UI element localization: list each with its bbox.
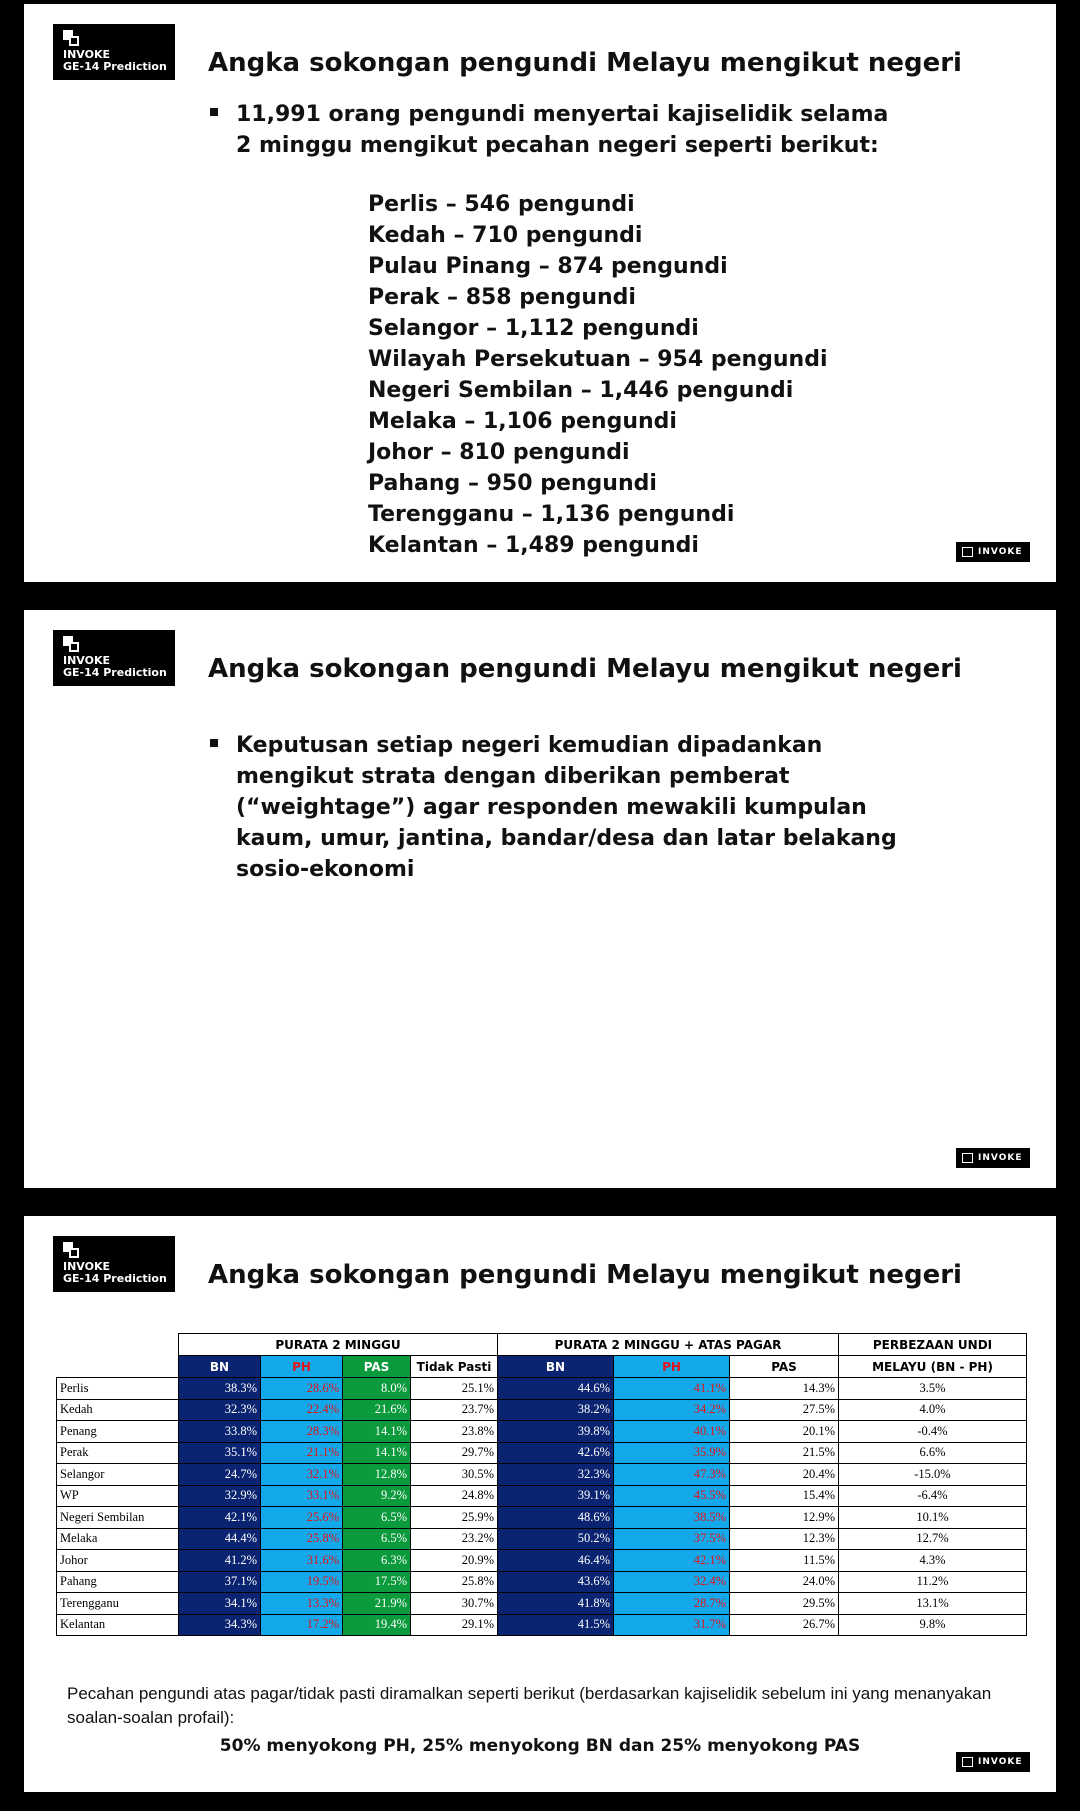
value-cell: -0.4% [839,1421,1027,1443]
state-name-cell: Perak [57,1442,179,1464]
value-cell: 40.1% [614,1421,730,1443]
table-row [57,1399,1027,1421]
value-cell: 26.7% [730,1614,839,1636]
bullet-icon [210,108,218,116]
value-cell: 20.9% [411,1550,498,1572]
badge-line-1: INVOKE [63,48,111,61]
state-name-cell: Pahang [57,1571,179,1593]
value-cell: 21.6% [343,1399,411,1421]
value-cell: 34.3% [179,1614,261,1636]
state-name-cell: Penang [57,1421,179,1443]
value-cell: 20.4% [730,1464,839,1486]
column-header: BN [498,1356,614,1378]
value-cell: 9.8% [839,1614,1027,1636]
badge-line-1: INVOKE [63,1260,111,1273]
value-cell: 24.8% [411,1485,498,1507]
value-cell: 6.6% [839,1442,1027,1464]
value-cell: 14.1% [343,1421,411,1443]
value-cell: 13.3% [261,1593,343,1615]
value-cell: 21.5% [730,1442,839,1464]
state-name-cell: WP [57,1485,179,1507]
value-cell: 41.1% [614,1378,730,1400]
value-cell: 50.2% [498,1528,614,1550]
support-table [56,1333,1027,1636]
value-cell: 42.1% [614,1550,730,1572]
list-item: Pahang – 950 pengundi [368,471,657,496]
group-header: PURATA 2 MINGGU [179,1334,498,1356]
slide-1 [24,4,1056,582]
value-cell: 30.7% [411,1593,498,1615]
value-cell: 46.4% [498,1550,614,1572]
value-cell: 13.1% [839,1593,1027,1615]
invoke-footer-logo [956,1148,1030,1168]
value-cell: 41.2% [179,1550,261,1572]
invoke-footer-icon [962,547,973,557]
column-header: PH [261,1356,343,1378]
badge-line-2: GE-14 Prediction [63,60,167,73]
value-cell: 44.6% [498,1378,614,1400]
value-cell: 14.3% [730,1378,839,1400]
value-cell: 30.5% [411,1464,498,1486]
value-cell: 39.8% [498,1421,614,1443]
value-cell: 32.3% [498,1464,614,1486]
value-cell: 41.8% [498,1593,614,1615]
list-item: Kedah – 710 pengundi [368,223,643,248]
value-cell: 23.8% [411,1421,498,1443]
value-cell: 23.7% [411,1399,498,1421]
table-row [57,1507,1027,1529]
value-cell: 15.4% [730,1485,839,1507]
badge-line-2: GE-14 Prediction [63,1272,167,1285]
invoke-logo-icon [63,636,79,652]
table-row [57,1550,1027,1572]
group-header: PERBEZAAN UNDI [839,1334,1027,1356]
value-cell: 25.8% [411,1571,498,1593]
list-item: Perak – 858 pengundi [368,285,636,310]
slide-title: Angka sokongan pengundi Melayu mengikut negeri [208,1260,962,1290]
invoke-logo-icon [63,30,79,46]
value-cell: 25.1% [411,1378,498,1400]
footer-label: INVOKE [978,547,1023,557]
state-name-cell: Kelantan [57,1614,179,1636]
invoke-footer-icon [962,1757,973,1767]
footnote: Pecahan pengundi atas pagar/tidak pasti diramalkan seperti berikut (berdasarkan kajiselidik sebelum ini yang menanyakan soalan-soalan profail): [67,1684,992,1727]
column-header: MELAYU (BN - PH) [839,1356,1027,1378]
value-cell: 25.6% [261,1507,343,1529]
value-cell: 38.5% [614,1507,730,1529]
value-cell: 22.4% [261,1399,343,1421]
table-row [57,1485,1027,1507]
bullet-text: Keputusan setiap negeri kemudian dipadankan mengikut strata dengan diberikan pemberat (“weightage”) agar responden mewakili kumpulan kaum, umur, jantina, bandar/desa dan latar belakang sosio-ekonomi [236,733,897,882]
column-header: PAS [343,1356,411,1378]
value-cell: 8.0% [343,1378,411,1400]
table-corner [57,1334,179,1356]
value-cell: -6.4% [839,1485,1027,1507]
slide-3 [24,1216,1056,1792]
invoke-footer-logo [956,542,1030,562]
value-cell: 19.4% [343,1614,411,1636]
value-cell: 17.2% [261,1614,343,1636]
value-cell: 47.3% [614,1464,730,1486]
column-header: PAS [730,1356,839,1378]
table-row [57,1421,1027,1443]
list-item: Johor – 810 pengundi [368,440,630,465]
slide-title: Angka sokongan pengundi Melayu mengikut negeri [208,48,962,78]
table-corner [57,1356,179,1378]
value-cell: 41.5% [498,1614,614,1636]
value-cell: 38.3% [179,1378,261,1400]
value-cell: 28.6% [261,1378,343,1400]
invoke-footer-logo [956,1752,1030,1772]
value-cell: 29.7% [411,1442,498,1464]
state-name-cell: Terengganu [57,1593,179,1615]
value-cell: 23.2% [411,1528,498,1550]
value-cell: 31.7% [614,1614,730,1636]
invoke-badge [53,630,175,686]
state-name-cell: Perlis [57,1378,179,1400]
value-cell: 34.1% [179,1593,261,1615]
bullet-point [210,99,910,161]
value-cell: 12.7% [839,1528,1027,1550]
value-cell: 3.5% [839,1378,1027,1400]
invoke-badge [53,1236,175,1292]
value-cell: 28.7% [614,1593,730,1615]
list-item: Selangor – 1,112 pengundi [368,316,699,341]
value-cell: 37.5% [614,1528,730,1550]
value-cell: -15.0% [839,1464,1027,1486]
slide-2 [24,610,1056,1188]
value-cell: 34.2% [614,1399,730,1421]
value-cell: 12.3% [730,1528,839,1550]
value-cell: 35.9% [614,1442,730,1464]
value-cell: 11.5% [730,1550,839,1572]
bullet-icon [210,739,218,747]
list-item: Melaka – 1,106 pengundi [368,409,677,434]
value-cell: 6.5% [343,1507,411,1529]
value-cell: 37.1% [179,1571,261,1593]
state-name-cell: Negeri Sembilan [57,1507,179,1529]
value-cell: 43.6% [498,1571,614,1593]
slide-title: Angka sokongan pengundi Melayu mengikut negeri [208,654,962,684]
table-row [57,1614,1027,1636]
state-name-cell: Kedah [57,1399,179,1421]
value-cell: 33.8% [179,1421,261,1443]
value-cell: 32.3% [179,1399,261,1421]
list-item: Pulau Pinang – 874 pengundi [368,254,728,279]
value-cell: 32.4% [614,1571,730,1593]
footer-label: INVOKE [978,1757,1023,1767]
invoke-footer-icon [962,1153,973,1163]
value-cell: 48.6% [498,1507,614,1529]
value-cell: 14.1% [343,1442,411,1464]
table-row [57,1528,1027,1550]
value-cell: 24.7% [179,1464,261,1486]
table-row [57,1571,1027,1593]
state-name-cell: Melaka [57,1528,179,1550]
column-header: BN [179,1356,261,1378]
value-cell: 29.5% [730,1593,839,1615]
value-cell: 27.5% [730,1399,839,1421]
value-cell: 42.1% [179,1507,261,1529]
column-header: Tidak Pasti [411,1356,498,1378]
value-cell: 4.3% [839,1550,1027,1572]
value-cell: 38.2% [498,1399,614,1421]
value-cell: 10.1% [839,1507,1027,1529]
table-row [57,1593,1027,1615]
value-cell: 11.2% [839,1571,1027,1593]
list-item: Negeri Sembilan – 1,446 pengundi [368,378,794,403]
list-item: Wilayah Persekutuan – 954 pengundi [368,347,828,372]
bullet-point [210,730,930,885]
value-cell: 35.1% [179,1442,261,1464]
value-cell: 45.5% [614,1485,730,1507]
value-cell: 4.0% [839,1399,1027,1421]
value-cell: 6.3% [343,1550,411,1572]
list-item: Kelantan – 1,489 pengundi [368,533,699,558]
column-header: PH [614,1356,730,1378]
value-cell: 33.1% [261,1485,343,1507]
footnote-bold: 50% menyokong PH, 25% menyokong BN dan 25% menyokong PAS [219,1736,861,1756]
group-header: PURATA 2 MINGGU + ATAS PAGAR [498,1334,839,1356]
value-cell: 25.8% [261,1528,343,1550]
value-cell: 31.6% [261,1550,343,1572]
invoke-badge [53,24,175,80]
value-cell: 20.1% [730,1421,839,1443]
value-cell: 28.3% [261,1421,343,1443]
table-row [57,1442,1027,1464]
value-cell: 32.9% [179,1485,261,1507]
value-cell: 6.5% [343,1528,411,1550]
value-cell: 19.5% [261,1571,343,1593]
table-row [57,1378,1027,1400]
value-cell: 39.1% [498,1485,614,1507]
bullet-text: 11,991 orang pengundi menyertai kajiselidik selama 2 minggu mengikut pecahan negeri seperti berikut: [236,102,889,158]
value-cell: 25.9% [411,1507,498,1529]
value-cell: 21.9% [343,1593,411,1615]
table-row [57,1464,1027,1486]
footer-label: INVOKE [978,1153,1023,1163]
badge-line-2: GE-14 Prediction [63,666,167,679]
list-item: Terengganu – 1,136 pengundi [368,502,735,527]
value-cell: 29.1% [411,1614,498,1636]
value-cell: 42.6% [498,1442,614,1464]
value-cell: 12.9% [730,1507,839,1529]
value-cell: 24.0% [730,1571,839,1593]
state-name-cell: Johor [57,1550,179,1572]
value-cell: 32.1% [261,1464,343,1486]
list-item: Perlis – 546 pengundi [368,192,635,217]
invoke-logo-icon [63,1242,79,1258]
state-voter-list [368,189,828,561]
value-cell: 12.8% [343,1464,411,1486]
value-cell: 9.2% [343,1485,411,1507]
badge-line-1: INVOKE [63,654,111,667]
state-name-cell: Selangor [57,1464,179,1486]
value-cell: 44.4% [179,1528,261,1550]
value-cell: 17.5% [343,1571,411,1593]
value-cell: 21.1% [261,1442,343,1464]
